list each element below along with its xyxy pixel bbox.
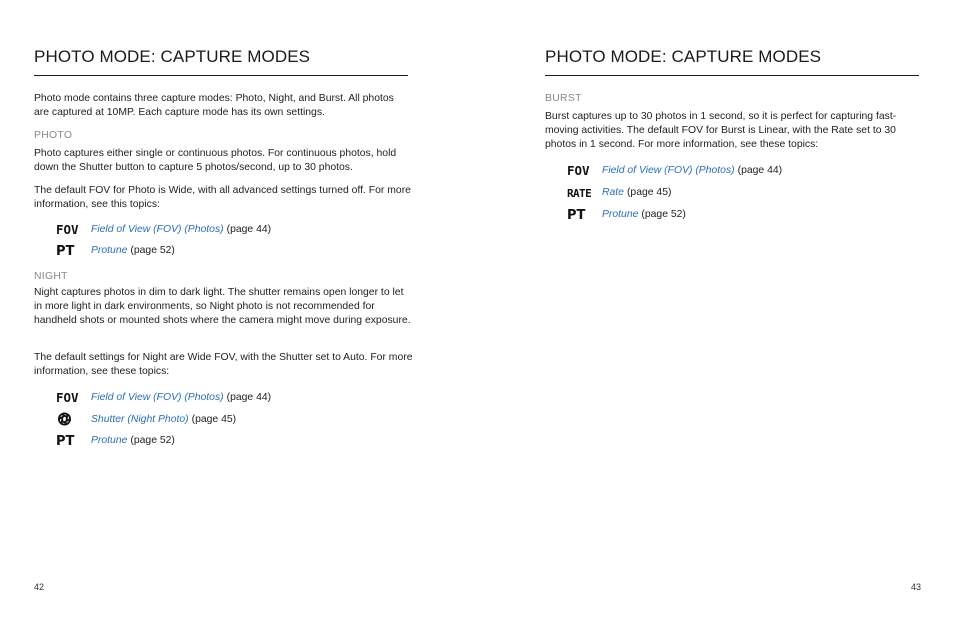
section-label-burst: BURST (545, 93, 582, 104)
page-title: PHOTO MODE: CAPTURE MODES (545, 47, 822, 66)
ref-page: (page 44) (737, 164, 783, 176)
fov-icon-text: FOV (56, 222, 79, 236)
ref-page: (page 52) (641, 208, 686, 220)
section-label-photo: PHOTO (34, 130, 73, 141)
fov-icon-text: FOV (56, 390, 79, 404)
ref-page: (page 45) (191, 413, 237, 425)
right-page (545, 0, 921, 618)
ref-page: (page 52) (130, 244, 175, 256)
protune-icon (56, 243, 86, 257)
left-page (34, 0, 416, 618)
title-rule (34, 75, 408, 76)
ref-page: (page 44) (226, 391, 272, 403)
ref-page: (page 45) (626, 186, 672, 198)
fov-icon-text: FOV (567, 163, 590, 177)
ref-page: (page 52) (130, 434, 175, 446)
night-paragraph-2: The default settings for Night are Wide FOV, with the Shutter set to Auto. For more information, see these topics: (34, 352, 413, 378)
shutter-icon (56, 412, 86, 426)
ref-link[interactable]: Protune (91, 244, 128, 256)
fov-icon (56, 222, 86, 236)
ref-shutter-night[interactable] (56, 410, 236, 428)
ref-link[interactable]: Shutter (Night Photo) (91, 413, 189, 425)
ref-link[interactable]: Protune (91, 434, 128, 446)
ref-fov-night[interactable] (56, 388, 271, 406)
rate-icon (567, 185, 597, 199)
page-number: 42 (34, 582, 45, 592)
ref-protune-night[interactable] (56, 431, 175, 449)
ref-link[interactable]: Field of View (FOV) (Photos) (602, 164, 735, 176)
page-number: 43 (910, 582, 921, 592)
rate-icon-text: RATE (567, 187, 592, 199)
fov-icon (56, 390, 86, 404)
protune-icon (567, 207, 597, 221)
ref-protune-photo[interactable] (56, 241, 175, 259)
ref-rate-burst[interactable] (567, 183, 671, 201)
ref-link[interactable]: Field of View (FOV) (Photos) (91, 223, 224, 235)
ref-link[interactable]: Protune (602, 208, 639, 220)
section-label-night: NIGHT (34, 271, 68, 282)
ref-link[interactable]: Rate (602, 186, 624, 198)
protune-icon-text: PT (56, 244, 75, 257)
burst-paragraph-1: Burst captures up to 30 photos in 1 second, so it is perfect for capturing fast-moving activities. The default FOV for Burst is Linear, with the Rate set to 30 photos in 1 second. For more information, see these topics: (545, 111, 897, 151)
protune-icon (56, 433, 86, 447)
photo-paragraph-1: Photo captures either single or continuous photos. For continuous photos, hold down the Shutter button to capture 5 photos/second, up to 30 photos. (34, 148, 397, 174)
title-rule (545, 75, 919, 76)
protune-icon-text: PT (56, 434, 75, 447)
ref-protune-burst[interactable] (567, 205, 686, 223)
ref-page: (page 44) (226, 223, 272, 235)
ref-fov-burst[interactable] (567, 161, 782, 179)
ref-fov-photo[interactable] (56, 220, 271, 238)
ref-link[interactable]: Field of View (FOV) (Photos) (91, 391, 224, 403)
protune-icon-text: PT (567, 208, 586, 221)
photo-paragraph-2: The default FOV for Photo is Wide, with all advanced settings turned off. For more information, see this topics: (34, 185, 411, 211)
fov-icon (567, 163, 597, 177)
night-paragraph-1: Night captures photos in dim to dark light. The shutter remains open longer to let in more light in dark environments, so Night photo is not recommended for handheld shots or mounted shots where the camera might move during exposure. (34, 287, 411, 327)
intro-paragraph: Photo mode contains three capture modes: Photo, Night, and Burst. All photos are captured at 10MP. Each capture mode has its own settings. (34, 93, 394, 119)
page-title: PHOTO MODE: CAPTURE MODES (34, 47, 311, 66)
